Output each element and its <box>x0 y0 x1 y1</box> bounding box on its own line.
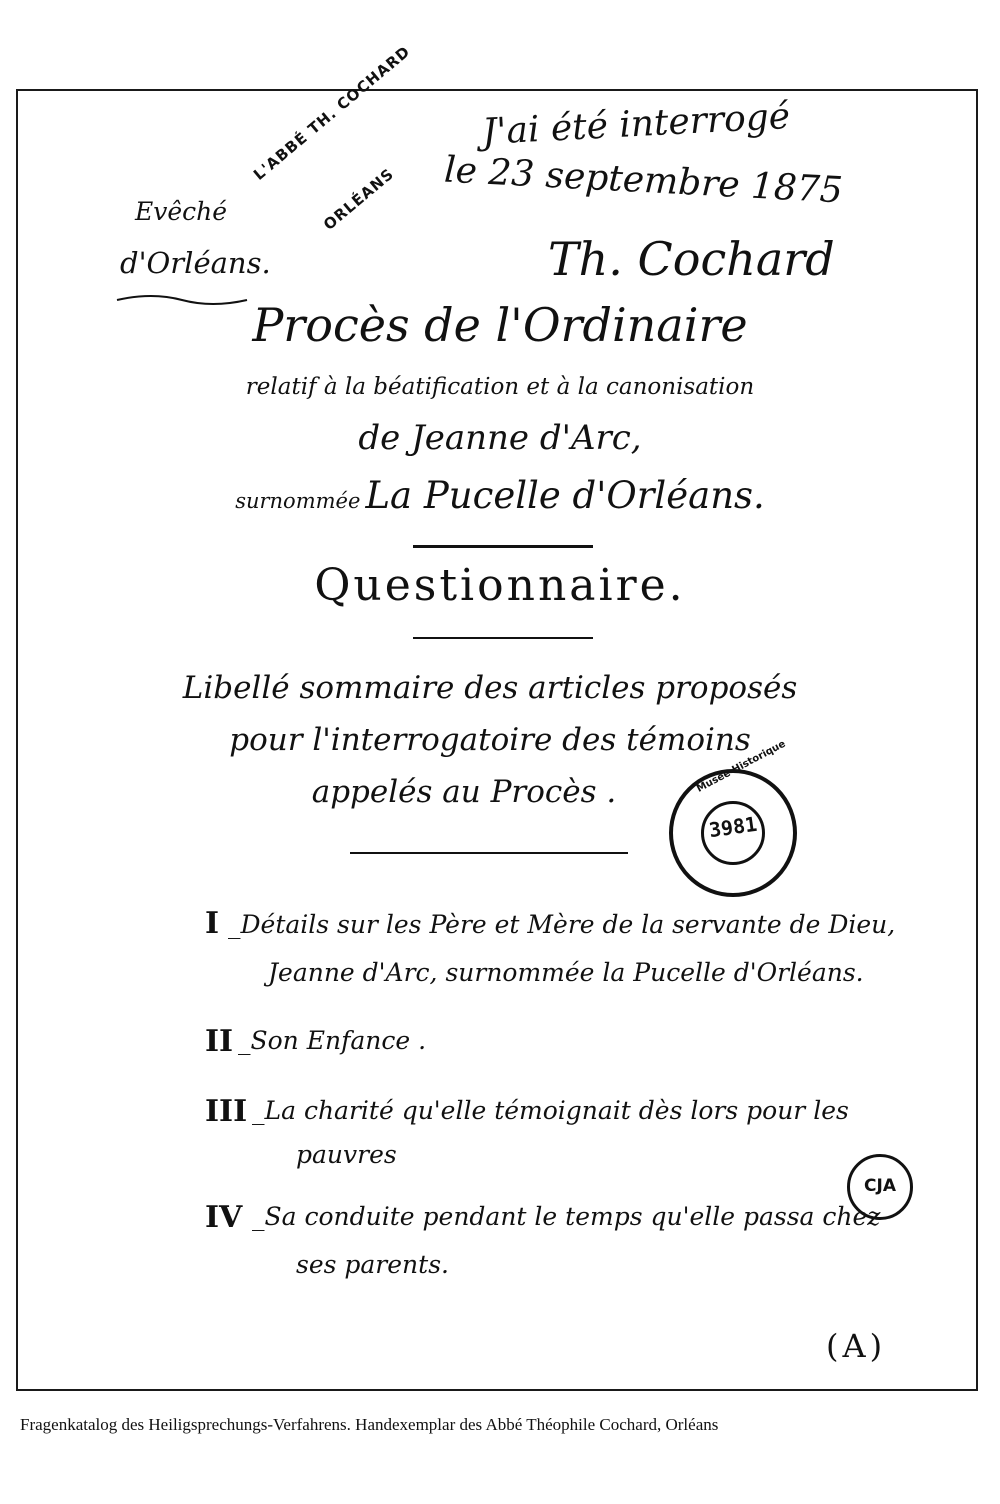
page-letter: (A) <box>826 1327 887 1365</box>
article-4-line-1: _Sa conduite pendant le temps qu'elle passa chez <box>252 1202 881 1231</box>
heading-line-3-name: La Pucelle d'Orléans. <box>365 474 765 517</box>
seal-left-line-1: Evêché <box>135 197 228 226</box>
annotation-line-1: J'ai été interrogé <box>481 95 792 154</box>
annotation-line-2: le 23 septembre 1875 <box>443 149 844 212</box>
cja-stamp <box>847 1154 913 1220</box>
round-stamp-number: 3981 <box>707 811 759 843</box>
figure-caption: Fragenkatalog des Heiligsprechungs-Verfahrens. Handexemplar des Abbé Théophile Cochard, Orléans <box>20 1415 719 1434</box>
heading-title: Procès de l'Ordinaire <box>252 298 748 352</box>
heading-line-2: de Jeanne d'Arc, <box>358 418 642 458</box>
rule-above-questionnaire <box>413 545 593 548</box>
heading-line-3-prefix: surnommée <box>235 489 361 513</box>
article-3-line-1: _La charité qu'elle témoignait dès lors pour les <box>252 1096 849 1125</box>
heading-line-1: relatif à la béatification et à la canonisation <box>245 374 755 400</box>
article-4-number: IV <box>205 1200 243 1235</box>
article-2-line-1: _Son Enfance . <box>238 1026 427 1055</box>
heading-line-3 <box>0 474 1000 517</box>
stamp-abbe-line-1: L'ABBÉ TH. COCHARD <box>250 42 414 184</box>
annotation-signature: Th. Cochard <box>548 232 835 286</box>
stamp-abbe-line-2: ORLÉANS <box>320 164 398 234</box>
rule-above-articles <box>350 852 628 854</box>
article-4-line-2: ses parents. <box>296 1250 449 1279</box>
libelle-line-1: Libellé sommaire des articles proposés <box>182 670 798 706</box>
round-stamp <box>669 738 797 897</box>
article-3-line-2: pauvres <box>296 1140 397 1169</box>
article-1-number: I <box>205 906 220 941</box>
libelle-line-3: appelés au Procès . <box>311 774 617 810</box>
article-1-line-2: Jeanne d'Arc, surnommée la Pucelle d'Orléans. <box>268 958 864 987</box>
round-stamp-ring-text: Musée Historique <box>695 738 788 795</box>
libelle-line-2: pour l'interrogatoire des témoins <box>229 722 751 758</box>
seal-left-line-2: d'Orléans. <box>120 246 271 280</box>
article-3-number: III <box>205 1094 248 1129</box>
article-1-line-1: _Détails sur les Père et Mère de la servante de Dieu, <box>228 910 896 939</box>
rule-below-questionnaire <box>413 637 593 639</box>
questionnaire-title: Questionnaire. <box>314 560 686 611</box>
cja-stamp-text: CJA <box>864 1176 896 1196</box>
article-2-number: II <box>205 1024 234 1059</box>
